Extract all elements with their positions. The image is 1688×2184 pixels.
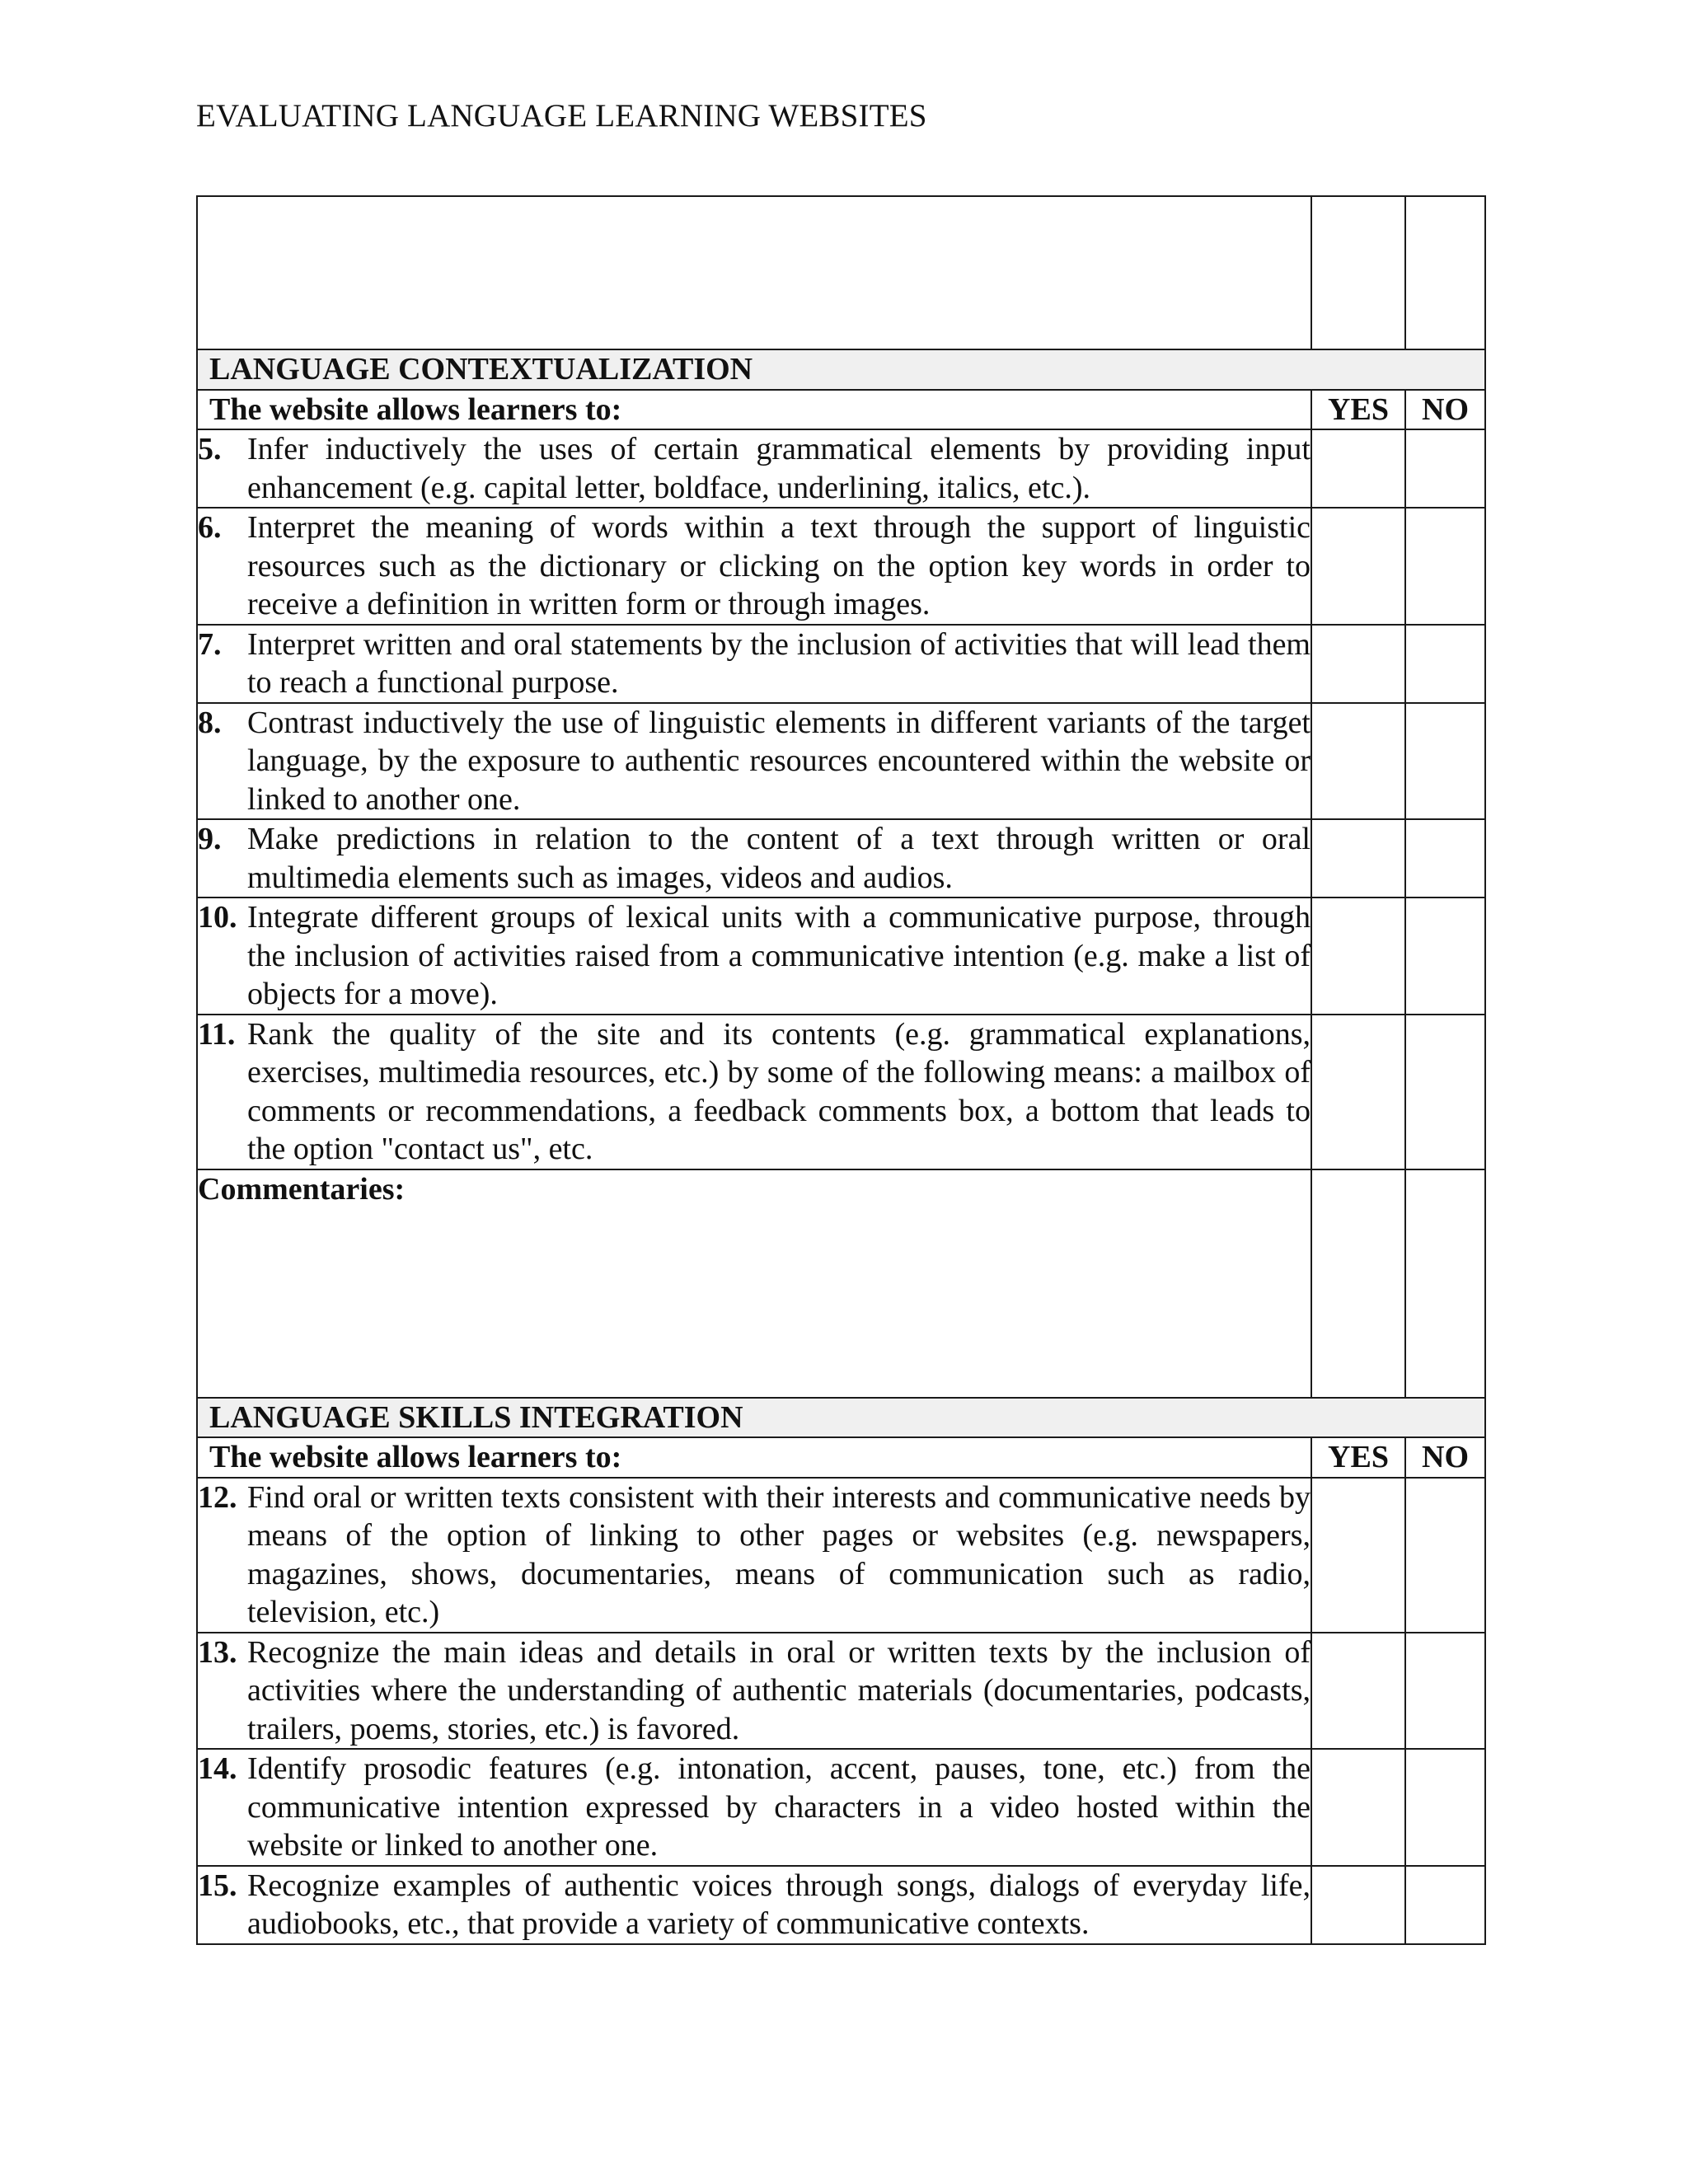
yes-checkbox-cell[interactable] bbox=[1311, 898, 1405, 1015]
criterion-number: 9. bbox=[198, 822, 222, 856]
no-checkbox-cell[interactable] bbox=[1405, 898, 1485, 1015]
criterion-cell bbox=[197, 429, 1311, 508]
section-heading: LANGUAGE SKILLS INTEGRATION bbox=[197, 1398, 1485, 1438]
blank-continuation-row bbox=[197, 196, 1485, 349]
yes-checkbox-cell[interactable] bbox=[1311, 703, 1405, 820]
no-checkbox-cell[interactable] bbox=[1405, 429, 1485, 508]
yes-checkbox-cell[interactable] bbox=[1311, 1478, 1405, 1633]
criterion-row bbox=[197, 1749, 1485, 1866]
criterion-row bbox=[197, 1866, 1485, 1944]
criterion-number: 13. bbox=[198, 1634, 237, 1670]
section-prompt: The website allows learners to: bbox=[197, 390, 1311, 430]
yes-checkbox-cell[interactable] bbox=[1311, 1866, 1405, 1944]
section-prompt-row bbox=[197, 1437, 1485, 1478]
criterion-text: Integrate different groups of lexical units with a communicative purpose, through the inclusion of activities raised from a communicative intention (e.g. make a list of objects for a move). bbox=[247, 900, 1311, 1011]
criterion-cell bbox=[197, 625, 1311, 703]
criterion-number: 15. bbox=[198, 1868, 237, 1903]
yes-checkbox-cell[interactable] bbox=[1311, 1015, 1405, 1169]
no-checkbox-cell[interactable] bbox=[1405, 703, 1485, 820]
comments-label: Commentaries: bbox=[198, 1171, 406, 1207]
criterion-text: Interpret the meaning of words within a text through the support of linguistic resources such as the dictionary or clicking on the option key words in order to receive a definition in written form or through images. bbox=[247, 510, 1311, 621]
section-heading-row bbox=[197, 1398, 1485, 1438]
criterion-cell bbox=[197, 1866, 1311, 1944]
criterion-text: Interpret written and oral statements by the inclusion of activities that will lead them to reach a functional purpose. bbox=[247, 626, 1311, 700]
criterion-number: 5. bbox=[198, 432, 222, 466]
yes-cell[interactable] bbox=[1311, 196, 1405, 349]
yes-checkbox-cell[interactable] bbox=[1311, 625, 1405, 703]
no-cell[interactable] bbox=[1405, 196, 1485, 349]
no-checkbox-cell[interactable] bbox=[1405, 1749, 1485, 1866]
yes-checkbox-cell[interactable] bbox=[1311, 1633, 1405, 1750]
criterion-text: Contrast inductively the use of linguistic elements in different variants of the target language, by the exposure to authentic resources encountered within the website or linked to another one. bbox=[247, 705, 1311, 817]
criterion-text: Recognize examples of authentic voices through songs, dialogs of everyday life, audiobooks, etc., that provide a variety of communicative contexts. bbox=[247, 1868, 1311, 1941]
blank-cell bbox=[197, 196, 1311, 349]
yes-header: YES bbox=[1311, 390, 1405, 430]
no-checkbox-cell[interactable] bbox=[1405, 1633, 1485, 1750]
criterion-row bbox=[197, 508, 1485, 625]
no-checkbox-cell[interactable] bbox=[1405, 508, 1485, 625]
criterion-row bbox=[197, 1478, 1485, 1633]
criterion-text: Rank the quality of the site and its contents (e.g. grammatical explanations, exercises, multimedia resources, etc.) by some of the following means: a mailbox of comments or recommendations, a feedback comments box, a bottom that leads to the option "contact us", etc. bbox=[247, 1016, 1311, 1166]
criterion-cell bbox=[197, 898, 1311, 1015]
criterion-number: 7. bbox=[198, 626, 222, 662]
criterion-text: Find oral or written texts consistent with their interests and communicative needs by means of the option of linking to other pages or websites (e.g. newspapers, magazines, shows, documentaries, means of communication such as radio, television, etc.) bbox=[247, 1479, 1311, 1629]
yes-cell bbox=[1311, 1169, 1405, 1398]
criterion-text: Recognize the main ideas and details in oral or written texts by the inclusion of activities where the understanding of authentic materials (documentaries, podcasts, trailers, poems, stories, etc.) is favored. bbox=[247, 1634, 1311, 1746]
no-checkbox-cell[interactable] bbox=[1405, 1015, 1485, 1169]
criterion-row bbox=[197, 898, 1485, 1015]
criterion-row bbox=[197, 1633, 1485, 1750]
no-checkbox-cell[interactable] bbox=[1405, 819, 1485, 898]
criterion-text: Identify prosodic features (e.g. intonation, accent, pauses, tone, etc.) from the communicative intention expressed by characters in a video hosted within the website or linked to another one. bbox=[247, 1751, 1311, 1863]
criterion-row bbox=[197, 429, 1485, 508]
comments-row bbox=[197, 1169, 1485, 1398]
criterion-cell bbox=[197, 1633, 1311, 1750]
criterion-cell bbox=[197, 1478, 1311, 1633]
no-header: NO bbox=[1405, 390, 1485, 430]
criterion-row bbox=[197, 625, 1485, 703]
criterion-number: 6. bbox=[198, 510, 222, 545]
no-checkbox-cell[interactable] bbox=[1405, 1478, 1485, 1633]
yes-checkbox-cell[interactable] bbox=[1311, 508, 1405, 625]
criterion-row bbox=[197, 1015, 1485, 1169]
section-heading: LANGUAGE CONTEXTUALIZATION bbox=[197, 349, 1485, 390]
criterion-text: Make predictions in relation to the content of a text through written or oral multimedia elements such as images, videos and audios. bbox=[247, 822, 1311, 895]
document-title: EVALUATING LANGUAGE LEARNING WEBSITES bbox=[196, 98, 927, 134]
criterion-row bbox=[197, 703, 1485, 820]
evaluation-table bbox=[196, 195, 1486, 1945]
comments-field[interactable] bbox=[197, 1169, 1311, 1398]
no-checkbox-cell[interactable] bbox=[1405, 625, 1485, 703]
no-header: NO bbox=[1405, 1437, 1485, 1478]
yes-checkbox-cell[interactable] bbox=[1311, 819, 1405, 898]
criterion-cell bbox=[197, 819, 1311, 898]
criterion-row bbox=[197, 819, 1485, 898]
section-prompt: The website allows learners to: bbox=[197, 1437, 1311, 1478]
criterion-number: 10. bbox=[198, 900, 237, 935]
criterion-number: 14. bbox=[198, 1751, 237, 1786]
yes-checkbox-cell[interactable] bbox=[1311, 1749, 1405, 1866]
criterion-text: Infer inductively the uses of certain grammatical elements by providing input enhancement (e.g. capital letter, boldface, underlining, italics, etc.). bbox=[247, 432, 1311, 505]
yes-checkbox-cell[interactable] bbox=[1311, 429, 1405, 508]
criterion-number: 12. bbox=[198, 1479, 237, 1515]
criterion-cell bbox=[197, 508, 1311, 625]
section-heading-row bbox=[197, 349, 1485, 390]
criterion-cell bbox=[197, 703, 1311, 820]
no-checkbox-cell[interactable] bbox=[1405, 1866, 1485, 1944]
criterion-cell bbox=[197, 1749, 1311, 1866]
yes-header: YES bbox=[1311, 1437, 1405, 1478]
no-cell bbox=[1405, 1169, 1485, 1398]
criterion-number: 11. bbox=[198, 1016, 236, 1052]
section-prompt-row bbox=[197, 390, 1485, 430]
criterion-cell bbox=[197, 1015, 1311, 1169]
criterion-number: 8. bbox=[198, 705, 222, 740]
